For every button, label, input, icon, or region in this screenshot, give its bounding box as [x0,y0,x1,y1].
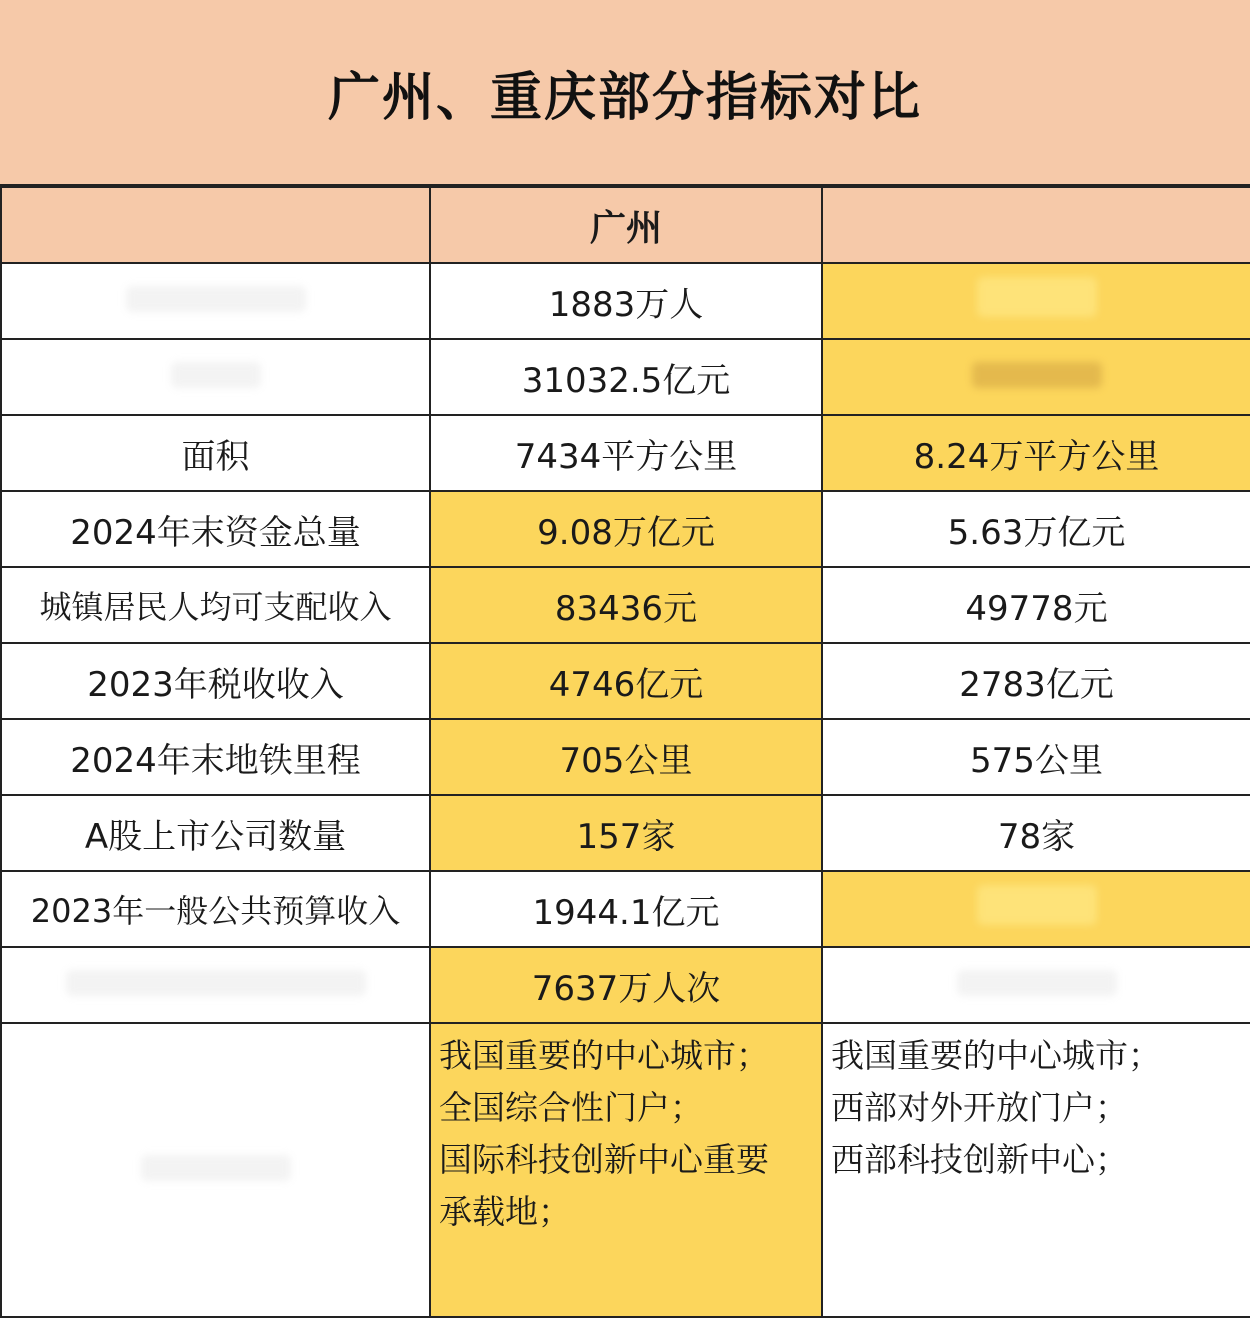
row-label: 面积 [1,415,430,491]
table-row [1,491,1250,567]
blurred-value [972,362,1102,388]
table-row [1,871,1250,947]
row-label: A股上市公司数量 [1,795,430,871]
cq-positioning-line: 我国重要的中心城市； [831,1036,1161,1075]
table-row [1,263,1250,339]
cq-value: 5.63万亿元 [822,491,1250,567]
cq-value-blurred [822,339,1250,415]
blurred-value [977,277,1097,317]
blurred-label [66,970,366,996]
cq-positioning-line: 西部对外开放门户； [831,1088,1128,1127]
gz-value: 1883万人 [430,263,822,339]
gz-value: 157家 [430,795,822,871]
table-row [1,795,1250,871]
header-label-cell [1,187,430,263]
table-row [1,567,1250,643]
header-chongqing [822,187,1250,263]
cq-value: 49778元 [822,567,1250,643]
table-row [1,339,1250,415]
row-label: 2024年末资金总量 [1,491,430,567]
cq-value-blurred [822,871,1250,947]
comparison-table [0,186,1250,1318]
row-label-blurred [1,947,430,1023]
table-row [1,947,1250,1023]
gz-value: 83436元 [430,567,822,643]
blurred-label [126,286,306,312]
row-label-blurred [1,339,430,415]
cq-value-blurred [822,947,1250,1023]
page-title: 广州、重庆部分指标对比 [327,67,922,128]
cq-positioning [822,1023,1250,1317]
positioning-row [1,1023,1250,1317]
table-row [1,415,1250,491]
gz-value: 9.08万亿元 [430,491,822,567]
cq-value: 575公里 [822,719,1250,795]
title-bar [0,0,1250,186]
row-label: 2023年税收收入 [1,643,430,719]
cq-value: 2783亿元 [822,643,1250,719]
table-row [1,643,1250,719]
blurred-label [141,1155,291,1181]
gz-positioning-line: 全国综合性门户； [439,1088,703,1127]
table-header-row [1,187,1250,263]
header-guangzhou: 广州 [430,187,822,263]
row-label-blurred [1,263,430,339]
cq-value-blurred [822,263,1250,339]
cq-positioning-line: 西部科技创新中心； [831,1140,1128,1179]
gz-positioning-line: 国际科技创新中心重要 [439,1140,769,1179]
row-label: 城镇居民人均可支配收入 [1,567,430,643]
blurred-value [977,885,1097,925]
gz-value: 7637万人次 [430,947,822,1023]
gz-value: 7434平方公里 [430,415,822,491]
gz-positioning [430,1023,822,1317]
gz-positioning-line: 我国重要的中心城市； [439,1036,769,1075]
row-label: 2023年一般公共预算收入 [1,871,430,947]
row-label-blurred [1,1023,430,1317]
gz-value: 4746亿元 [430,643,822,719]
gz-value: 705公里 [430,719,822,795]
table-row [1,719,1250,795]
blurred-label [171,362,261,388]
gz-positioning-line: 承载地； [439,1192,571,1231]
gz-value: 31032.5亿元 [430,339,822,415]
cq-value: 78家 [822,795,1250,871]
blurred-value [957,970,1117,996]
cq-value: 8.24万平方公里 [822,415,1250,491]
gz-value: 1944.1亿元 [430,871,822,947]
row-label: 2024年末地铁里程 [1,719,430,795]
